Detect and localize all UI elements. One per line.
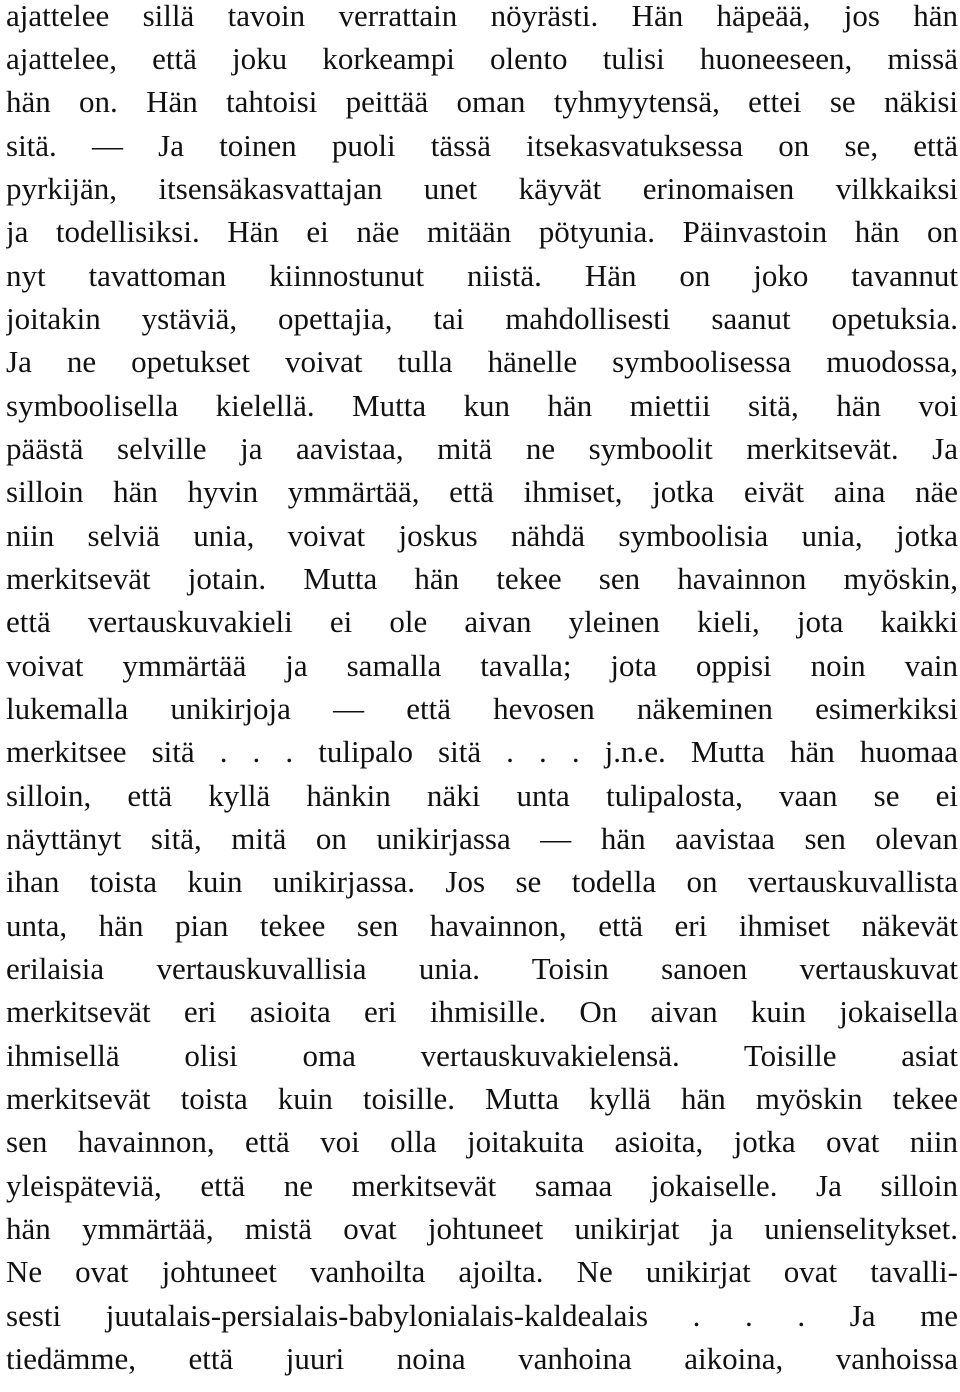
text-line: merkitsevät eri asioita eri ihmisille. On aivan kuin jokaisella [6, 994, 958, 1029]
text-line: ja todellisiksi. Hän ei näe mitään pötyunia. Päinvastoin hän on [6, 214, 958, 249]
text-line: Ne ovat johtuneet vanhoilta ajoilta. Ne unikirjat ovat tavalli- [6, 1254, 958, 1289]
text-line: silloin, että kyllä hänkin näki unta tulipalosta, vaan se ei [6, 778, 958, 813]
text-line: tiedämme, että juuri noina vanhoina aikoina, vanhoissa [6, 1341, 958, 1376]
text-line: ihmisellä olisi oma vertauskuvakielensä. Toisille asiat [6, 1038, 958, 1073]
text-line: niin selviä unia, voivat joskus nähdä symboolisia unia, jotka [6, 518, 958, 553]
text-line: voivat ymmärtää ja samalla tavalla; jota oppisi noin vain [6, 648, 958, 683]
text-line: yleispäteviä, että ne merkitsevät samaa jokaiselle. Ja silloin [6, 1168, 958, 1203]
text-line: unta, hän pian tekee sen havainnon, että eri ihmiset näkevät [6, 908, 958, 943]
document-page [6, 0, 958, 1392]
text-line: sesti juutalais-persialais-babylonialais-kaldealais . . . Ja me [6, 1298, 958, 1333]
text-line: päästä selville ja aavistaa, mitä ne symboolit merkitsevät. Ja [6, 431, 958, 466]
text-line: nyt tavattoman kiinnostunut niistä. Hän on joko tavannut [6, 258, 958, 293]
text-line: näyttänyt sitä, mitä on unikirjassa — hän aavistaa sen olevan [6, 821, 958, 856]
text-line: sitä. — Ja toinen puoli tässä itsekasvatuksessa on se, että [6, 128, 958, 163]
text-line: lukemalla unikirjoja — että hevosen näkeminen esimerkiksi [6, 691, 958, 726]
text-line: sen havainnon, että voi olla joitakuita asioita, jotka ovat niin [6, 1124, 958, 1159]
text-line: symboolisella kielellä. Mutta kun hän miettii sitä, hän voi [6, 388, 958, 423]
text-line: joitakin ystäviä, opettajia, tai mahdollisesti saanut opetuksia. [6, 301, 958, 336]
text-line: merkitsee sitä . . . tulipalo sitä . . . j.n.e. Mutta hän huomaa [6, 734, 958, 769]
text-line: ajattelee, että joku korkeampi olento tulisi huoneeseen, missä [6, 41, 958, 76]
text-line: merkitsevät toista kuin toisille. Mutta kyllä hän myöskin tekee [6, 1081, 958, 1116]
text-line: silloin hän hyvin ymmärtää, että ihmiset, jotka eivät aina näe [6, 474, 958, 509]
text-line: merkitsevät jotain. Mutta hän tekee sen havainnon myöskin, [6, 561, 958, 596]
text-line: hän on. Hän tahtoisi peittää oman tyhmyytensä, ettei se näkisi [6, 84, 958, 119]
text-line: Ja ne opetukset voivat tulla hänelle symboolisessa muodossa, [6, 344, 958, 379]
text-line: ihan toista kuin unikirjassa. Jos se todella on vertauskuvallista [6, 864, 958, 899]
text-line: ajattelee sillä tavoin verrattain nöyrästi. Hän häpeää, jos hän [6, 0, 958, 33]
text-line: pyrkijän, itsensäkasvattajan unet käyvät erinomaisen vilkkaiksi [6, 171, 958, 206]
text-line: erilaisia vertauskuvallisia unia. Toisin sanoen vertauskuvat [6, 951, 958, 986]
text-line: hän ymmärtää, mistä ovat johtuneet unikirjat ja unienselitykset. [6, 1211, 958, 1246]
text-line: että vertauskuvakieli ei ole aivan yleinen kieli, jota kaikki [6, 604, 958, 639]
